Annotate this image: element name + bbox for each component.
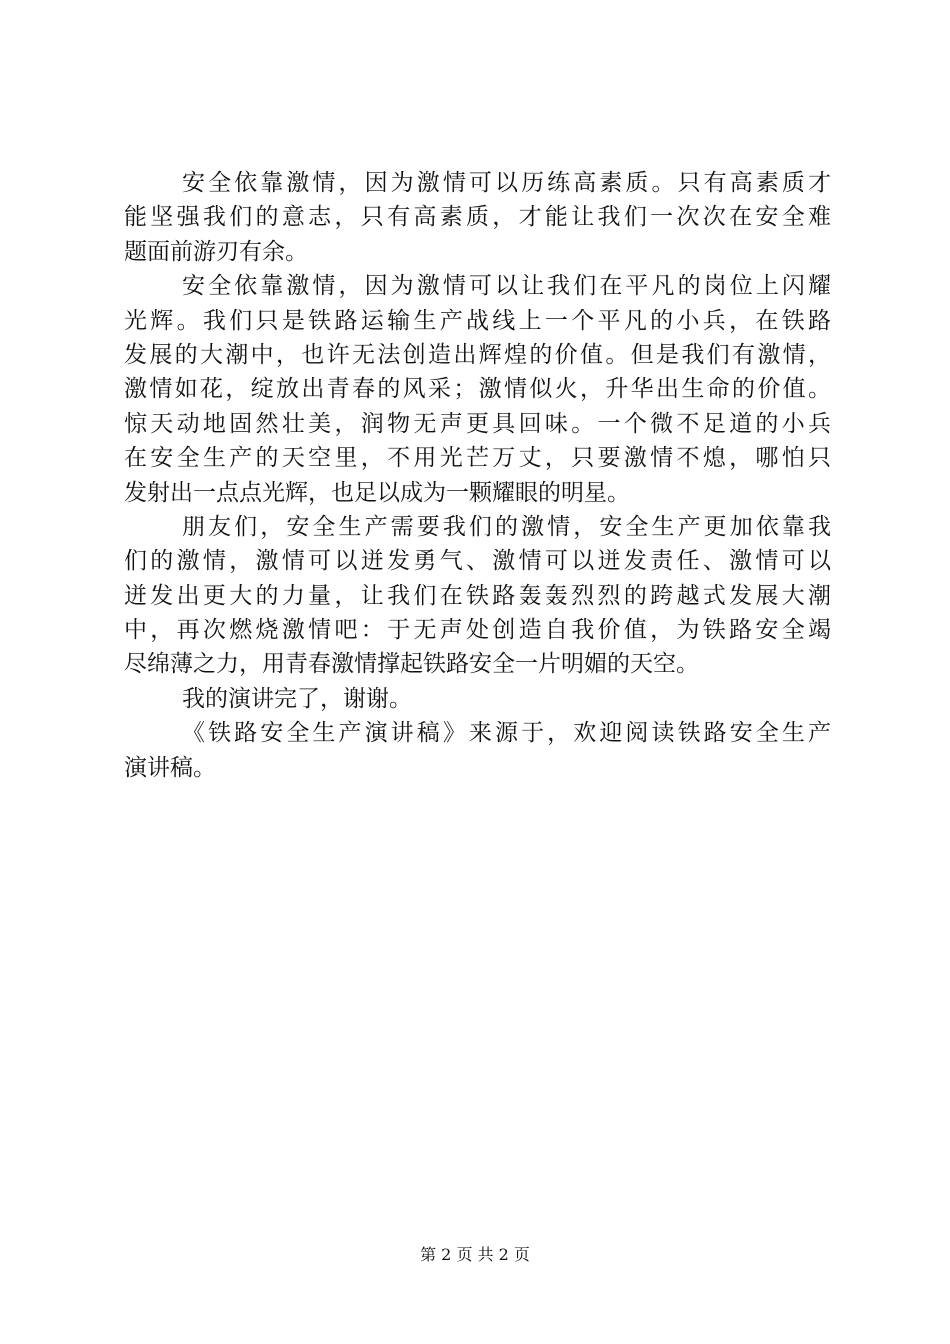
text-line: 题面前游刃有余。	[124, 238, 308, 265]
text-line: 中，再次燃烧激情吧：于无声处创造自我价值，为铁路安全竭	[124, 617, 831, 644]
text-line: 安全依靠激情，因为激情可以让我们在平凡的岗位上闪耀	[182, 273, 831, 300]
text-line: 安全依靠激情，因为激情可以历练高素质。只有高素质才	[182, 170, 831, 196]
text-line: 惊天动地固然壮美，润物无声更具回味。一个微不足道的小兵	[124, 410, 831, 437]
text-line: 发展的大潮中，也许无法创造出辉煌的价值。但是我们有激情，	[124, 341, 831, 368]
text-line: 迸发出更大的力量，让我们在铁路轰轰烈烈的跨越式发展大潮	[124, 582, 831, 609]
text-line: 能坚强我们的意志，只有高素质，才能让我们一次次在安全难	[124, 204, 831, 231]
page-footer: 第 2 页 共 2 页	[420, 1245, 530, 1264]
text-line: 在安全生产的天空里，不用光芒万丈，只要激情不熄，哪怕只	[124, 445, 831, 472]
text-line: 《铁路安全生产演讲稿》来源于，欢迎阅读铁路安全生产	[182, 720, 831, 747]
text-line: 演讲稿。	[124, 754, 216, 781]
text-line: 们的激情，激情可以迸发勇气、激情可以迸发责任、激情可以	[124, 548, 831, 575]
text-line: 光辉。我们只是铁路运输生产战线上一个平凡的小兵，在铁路	[124, 307, 831, 334]
text-line: 激情如花，绽放出青春的风采；激情似火，升华出生命的价值。	[124, 376, 831, 403]
text-line: 我的演讲完了，谢谢。	[182, 685, 412, 712]
text-line: 尽绵薄之力，用青春激情撑起铁路安全一片明媚的天空。	[124, 651, 699, 678]
text-line: 朋友们，安全生产需要我们的激情，安全生产更加依靠我	[182, 513, 831, 540]
text-line: 发射出一点点光辉，也足以成为一颗耀眼的明星。	[124, 479, 630, 506]
document-body	[124, 166, 831, 785]
